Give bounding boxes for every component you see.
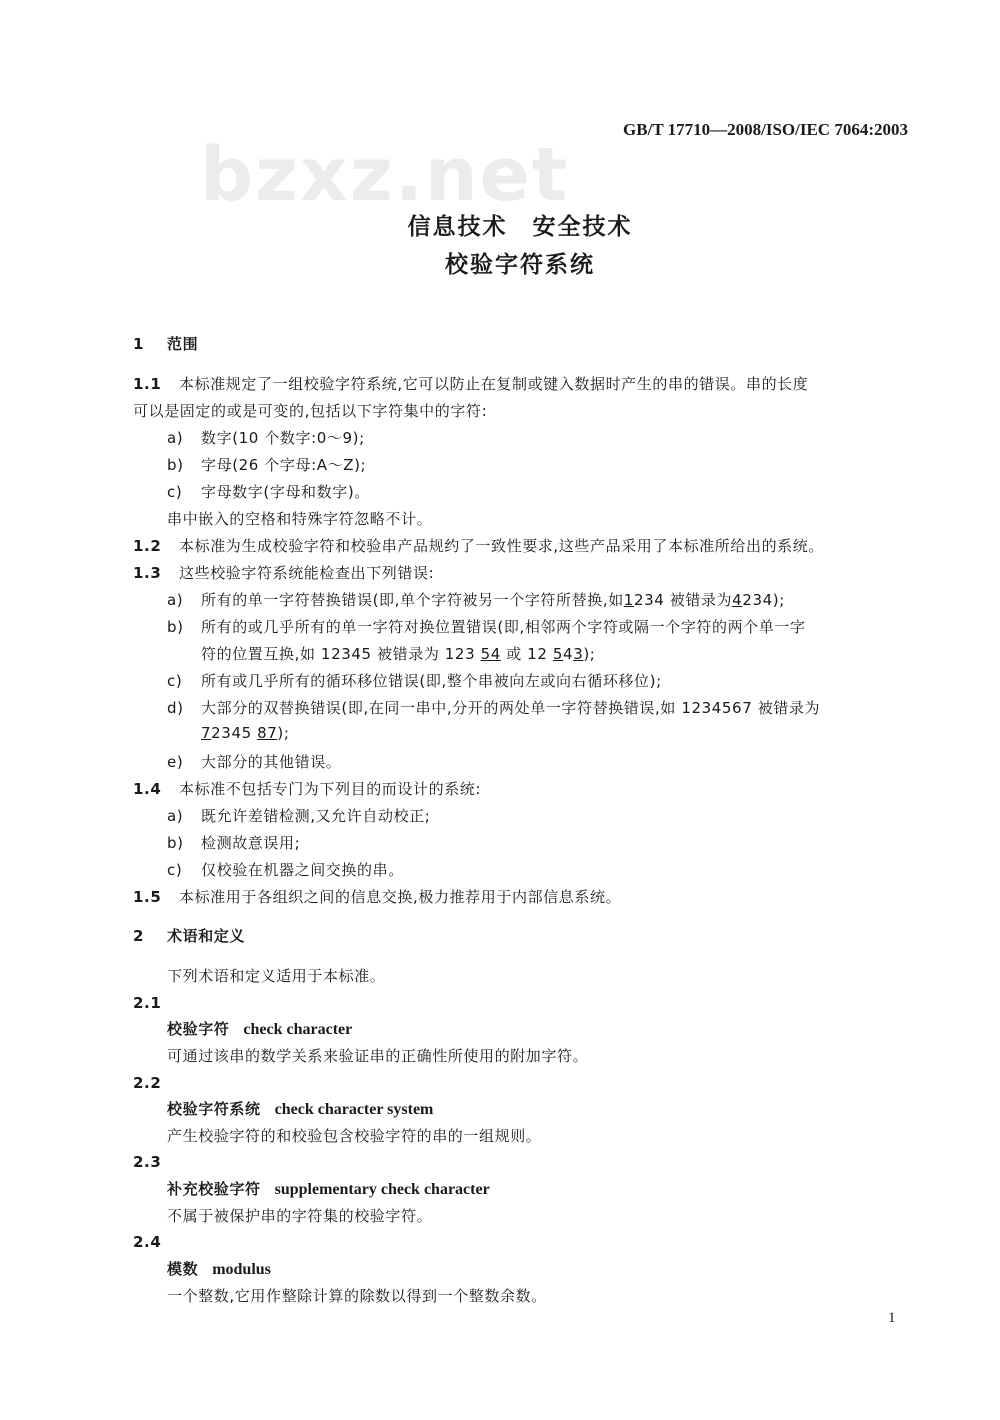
term-2-3: 补充校验字符 supplementary check character [167,1180,490,1198]
page-number: 1 [888,1310,896,1326]
list-item: a) 所有的单一字符替换错误(即,单个字符被另一个字符所替换,如1234 被错录为4234); [167,591,785,609]
clause-1-1: 1.1 本标准规定了一组校验字符系统,它可以防止在复制或键入数据时产生的串的错误。串的长度 [133,375,809,393]
list-item: d) 大部分的双替换错误(即,在同一串中,分开的两处单一字符替换错误,如 1234567 被错录为 [167,699,821,717]
list-item: b) 所有的或几乎所有的单一字符对换位置错误(即,相邻两个字符或隔一个字符的两个单一字 [167,618,806,636]
clause-1-5: 1.5 本标准用于各组织之间的信息交换,极力推荐用于内部信息系统。 [133,888,622,906]
note-text: 串中嵌入的空格和特殊字符忽略不计。 [167,510,433,528]
term-2-1: 校验字符 check character [167,1020,353,1038]
title-line-1: 信息技术 安全技术 [407,214,633,240]
list-item-cont: 符的位置互换,如 12345 被错录为 123 54 或 12 543); [201,645,596,663]
list-item: a) 数字(10 个数字:0～9); [167,429,365,447]
definition-2-2: 产生校验字符的和校验包含校验字符的串的一组规则。 [167,1127,542,1145]
clause-2-2-number: 2.2 [133,1074,162,1092]
clause-2-4-number: 2.4 [133,1233,162,1251]
title-line-2: 校验字符系统 [445,252,595,278]
standard-number: GB/T 17710—2008/ISO/IEC 7064:2003 [623,120,908,139]
clause-1-2: 1.2 本标准为生成校验字符和校验串产品规约了一致性要求,这些产品采用了本标准所给出的系统。 [133,537,824,555]
clause-1-4: 1.4 本标准不包括专门为下列目的而设计的系统: [133,780,482,798]
term-2-4: 模数 modulus [167,1260,271,1278]
term-2-2: 校验字符系统 check character system [167,1100,434,1118]
clause-2-1-number: 2.1 [133,994,162,1012]
list-item: b) 字母(26 个字母:A～Z); [167,456,367,474]
list-item: c) 仅校验在机器之间交换的串。 [167,861,404,879]
definition-2-3: 不属于被保护串的字符集的校验字符。 [167,1207,433,1225]
watermark: bzxz.net [200,132,570,218]
list-item: c) 所有或几乎所有的循环移位错误(即,整个串被向左或向右循环移位); [167,672,662,690]
list-item: a) 既允许差错检测,又允许自动校正; [167,807,431,825]
section-2-intro: 下列术语和定义适用于本标准。 [167,967,386,985]
section-1-heading: 1 范围 [133,335,199,353]
clause-1-1-cont: 可以是固定的或是可变的,包括以下字符集中的字符: [133,402,488,420]
list-item: c) 字母数字(字母和数字)。 [167,483,370,501]
clause-2-3-number: 2.3 [133,1153,162,1171]
list-item: b) 检测故意误用; [167,834,301,852]
clause-1-3: 1.3 这些校验字符系统能检查出下列错误: [133,564,435,582]
list-item-cont: 72345 87); [201,724,290,742]
list-item: e) 大部分的其他错误。 [167,753,342,771]
definition-2-4: 一个整数,它用作整除计算的除数以得到一个整数余数。 [167,1287,547,1305]
section-2-heading: 2 术语和定义 [133,927,246,945]
definition-2-1: 可通过该串的数学关系来验证串的正确性所使用的附加字符。 [167,1047,589,1065]
